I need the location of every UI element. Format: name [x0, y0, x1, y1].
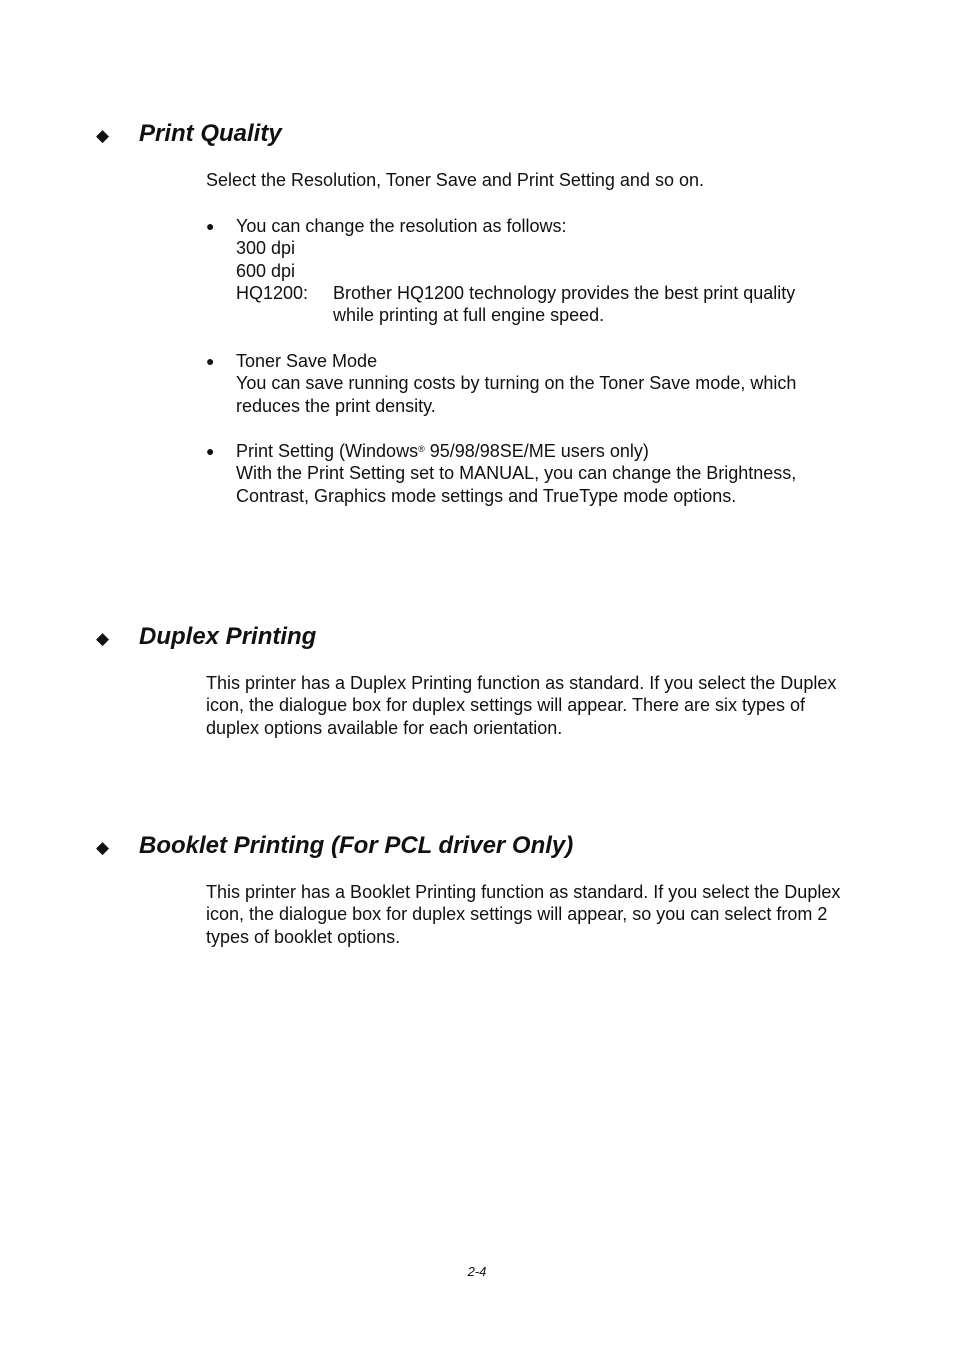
print-setting-title-post: 95/98/98SE/ME users only): [424, 441, 649, 461]
bullet-dot-icon: ●: [206, 218, 215, 234]
print-quality-title: Print Quality: [139, 120, 282, 147]
duplex-printing-description: This printer has a Duplex Printing function as standard. If you select the Duplex icon, the dialogue box for duplex settings will appear. There are six types of duplex options available for each orientation.: [206, 673, 837, 738]
print-setting-bullet-body: [236, 440, 846, 507]
diamond-bullet-icon: ◆: [96, 629, 110, 648]
print-quality-heading: [96, 117, 282, 151]
toner-save-bullet-body: [236, 350, 846, 417]
resolution-bullet-body: [236, 215, 846, 326]
hq1200-label: HQ1200:: [236, 282, 309, 303]
registered-mark: ®: [418, 444, 425, 454]
print-setting-description: With the Print Setting set to MANUAL, you can change the Brightness, Contrast, Graphics mode settings and TrueType mode options.: [236, 463, 797, 506]
resolution-lead: You can change the resolution as follows:: [236, 216, 567, 236]
diamond-bullet-icon: ◆: [96, 126, 110, 145]
bullet-dot-icon: ●: [206, 443, 215, 459]
diamond-bullet-icon: ◆: [96, 838, 110, 857]
toner-save-description: You can save running costs by turning on the Toner Save mode, which reduces the print density.: [236, 373, 797, 416]
print-setting-title-pre: Print Setting (Windows: [236, 441, 419, 461]
hq1200-description: Brother HQ1200 technology provides the best print quality while printing at full engine speed.: [333, 282, 796, 326]
bullet-dot-icon: ●: [206, 353, 215, 369]
resolution-option-hq1200: [236, 282, 846, 327]
booklet-printing-description: This printer has a Booklet Printing function as standard. If you select the Duplex icon, the dialogue box for duplex settings will appear, so you can select from 2 types of booklet options.: [206, 882, 841, 947]
booklet-printing-title: Booklet Printing (For PCL driver Only): [139, 832, 574, 859]
duplex-printing-title: Duplex Printing: [139, 623, 317, 650]
booklet-printing-heading: [96, 829, 573, 863]
duplex-printing-heading: [96, 620, 316, 654]
page-number: 2-4: [467, 1264, 487, 1279]
print-quality-intro: Select the Resolution, Toner Save and Print Setting and so on.: [206, 170, 704, 190]
print-setting-title: [236, 440, 846, 462]
toner-save-title: Toner Save Mode: [236, 351, 378, 371]
resolution-option-600: 600 dpi: [236, 260, 296, 281]
resolution-option-300: 300 dpi: [236, 238, 296, 259]
